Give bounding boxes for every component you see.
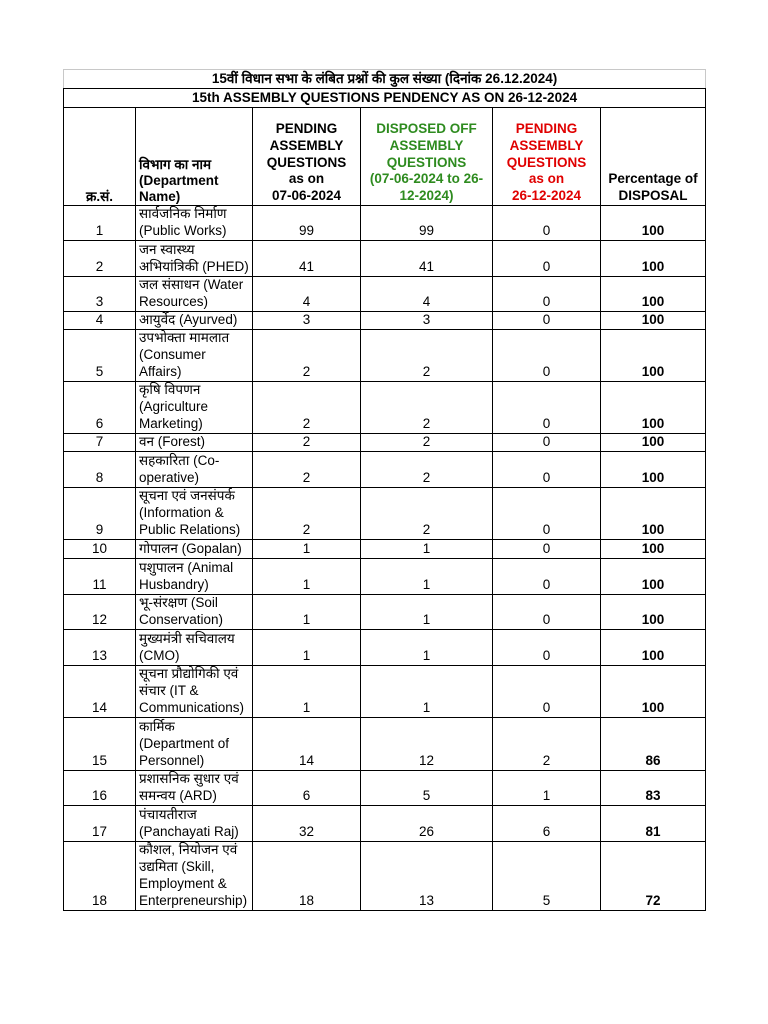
pending-current-cell: 0 — [493, 206, 601, 241]
table-row — [64, 206, 706, 241]
serial-cell: 13 — [64, 629, 136, 665]
header-disposed-period: (07-06-2024 to 26-12-2024) — [369, 171, 484, 204]
disposed-cell: 99 — [361, 206, 493, 241]
department-cell: गोपालन (Gopalan) — [136, 539, 253, 558]
disposed-cell: 2 — [361, 451, 493, 487]
header-pending-initial — [253, 108, 361, 206]
title-english: 15th ASSEMBLY QUESTIONS PENDENCY AS ON 26-12-2024 — [64, 89, 706, 108]
serial-cell: 3 — [64, 276, 136, 311]
header-pending-initial-label: PENDING ASSEMBLY QUESTIONS — [266, 121, 347, 170]
header-pending-current-label: PENDING ASSEMBLY QUESTIONS — [506, 121, 587, 170]
percentage-cell: 100 — [601, 329, 706, 381]
percentage-cell: 100 — [601, 539, 706, 558]
table-row — [64, 770, 706, 805]
header-percentage-disposal: DISPOSAL — [618, 188, 688, 204]
pending-current-cell: 0 — [493, 433, 601, 451]
pending-current-cell: 5 — [493, 841, 601, 910]
pending-initial-cell: 2 — [253, 487, 361, 539]
percentage-cell: 100 — [601, 451, 706, 487]
disposed-cell: 2 — [361, 433, 493, 451]
header-department — [136, 108, 253, 206]
title-hindi: 15वीं विधान सभा के लंबित प्रश्नों की कुल संख्या (दिनांक 26.12.2024) — [64, 70, 706, 89]
pending-initial-cell: 1 — [253, 539, 361, 558]
table-row — [64, 276, 706, 311]
department-cell: कृषि विपणन (Agriculture Marketing) — [136, 381, 253, 433]
pending-current-cell: 6 — [493, 805, 601, 841]
pending-current-cell: 0 — [493, 487, 601, 539]
serial-cell: 18 — [64, 841, 136, 910]
pending-current-cell: 0 — [493, 629, 601, 665]
department-cell: पशुपालन (Animal Husbandry) — [136, 558, 253, 594]
serial-cell: 14 — [64, 665, 136, 717]
pending-initial-cell: 18 — [253, 841, 361, 910]
pending-current-cell: 0 — [493, 539, 601, 558]
table-row — [64, 594, 706, 629]
pending-initial-cell: 3 — [253, 311, 361, 329]
department-cell: उपभोक्ता मामलात (Consumer Affairs) — [136, 329, 253, 381]
serial-cell: 4 — [64, 311, 136, 329]
table-row — [64, 487, 706, 539]
serial-cell: 9 — [64, 487, 136, 539]
pending-current-cell: 0 — [493, 329, 601, 381]
department-cell: वन (Forest) — [136, 433, 253, 451]
header-pending-current-ason: as on — [528, 171, 565, 187]
department-cell: कार्मिक (Department of Personnel) — [136, 717, 253, 770]
header-disposed — [361, 108, 493, 206]
percentage-cell: 100 — [601, 381, 706, 433]
pending-current-cell: 0 — [493, 665, 601, 717]
header-department-hindi: विभाग का नाम — [139, 157, 212, 172]
percentage-cell: 86 — [601, 717, 706, 770]
pending-current-cell: 0 — [493, 451, 601, 487]
pending-current-cell: 0 — [493, 311, 601, 329]
pending-current-cell: 0 — [493, 276, 601, 311]
department-cell: कौशल, नियोजन एवं उद्यमिता (Skill, Employment & Enterpreneurship) — [136, 841, 253, 910]
pending-current-cell: 0 — [493, 594, 601, 629]
header-pending-current — [493, 108, 601, 206]
department-cell: सूचना प्रौद्योगिकी एवं संचार (IT & Communications) — [136, 665, 253, 717]
pendency-table — [63, 69, 706, 911]
serial-cell: 12 — [64, 594, 136, 629]
disposed-cell: 2 — [361, 487, 493, 539]
disposed-cell: 1 — [361, 594, 493, 629]
serial-cell: 8 — [64, 451, 136, 487]
percentage-cell: 100 — [601, 487, 706, 539]
table-row — [64, 240, 706, 276]
header-pending-current-date: 26-12-2024 — [511, 188, 582, 204]
pending-initial-cell: 1 — [253, 629, 361, 665]
department-cell: प्रशासनिक सुधार एवं समन्वय (ARD) — [136, 770, 253, 805]
header-pending-initial-ason: as on — [288, 171, 325, 187]
percentage-cell: 100 — [601, 629, 706, 665]
department-cell: सहकारिता (Co-operative) — [136, 451, 253, 487]
percentage-cell: 100 — [601, 311, 706, 329]
pending-initial-cell: 14 — [253, 717, 361, 770]
pending-initial-cell: 41 — [253, 240, 361, 276]
header-percentage — [601, 108, 706, 206]
department-cell: आयुर्वेद (Ayurved) — [136, 311, 253, 329]
department-cell: जल संसाधन (Water Resources) — [136, 276, 253, 311]
table-row — [64, 629, 706, 665]
percentage-cell: 81 — [601, 805, 706, 841]
table-row — [64, 717, 706, 770]
serial-cell: 17 — [64, 805, 136, 841]
percentage-cell: 100 — [601, 240, 706, 276]
department-cell: सार्वजनिक निर्माण (Public Works) — [136, 206, 253, 241]
percentage-cell: 100 — [601, 206, 706, 241]
department-cell: भू-संरक्षण (Soil Conservation) — [136, 594, 253, 629]
table-row — [64, 433, 706, 451]
percentage-cell: 100 — [601, 665, 706, 717]
pending-initial-cell: 1 — [253, 665, 361, 717]
disposed-cell: 1 — [361, 539, 493, 558]
disposed-cell: 12 — [361, 717, 493, 770]
header-serial: क्र.सं. — [64, 108, 136, 206]
pending-initial-cell: 1 — [253, 594, 361, 629]
table-row — [64, 805, 706, 841]
disposed-cell: 1 — [361, 558, 493, 594]
percentage-cell: 100 — [601, 276, 706, 311]
pending-current-cell: 0 — [493, 381, 601, 433]
disposed-cell: 3 — [361, 311, 493, 329]
header-pending-initial-date: 07-06-2024 — [271, 188, 342, 204]
table-row — [64, 558, 706, 594]
percentage-cell: 100 — [601, 594, 706, 629]
department-cell: पंचायतीराज (Panchayati Raj) — [136, 805, 253, 841]
pending-current-cell: 2 — [493, 717, 601, 770]
disposed-cell: 2 — [361, 381, 493, 433]
percentage-cell: 100 — [601, 558, 706, 594]
header-disposed-label: DISPOSED OFF ASSEMBLY QUESTIONS — [376, 121, 477, 170]
department-cell: जन स्वास्थ्य अभियांत्रिकी (PHED) — [136, 240, 253, 276]
serial-cell: 1 — [64, 206, 136, 241]
disposed-cell: 13 — [361, 841, 493, 910]
disposed-cell: 5 — [361, 770, 493, 805]
header-percentage-label: Percentage of — [608, 171, 698, 187]
serial-cell: 7 — [64, 433, 136, 451]
pending-initial-cell: 2 — [253, 329, 361, 381]
disposed-cell: 26 — [361, 805, 493, 841]
disposed-cell: 41 — [361, 240, 493, 276]
table-row — [64, 539, 706, 558]
table-row — [64, 329, 706, 381]
pending-current-cell: 0 — [493, 558, 601, 594]
percentage-cell: 100 — [601, 433, 706, 451]
serial-cell: 11 — [64, 558, 136, 594]
serial-cell: 5 — [64, 329, 136, 381]
table-row — [64, 311, 706, 329]
serial-cell: 6 — [64, 381, 136, 433]
table-row — [64, 665, 706, 717]
department-cell: मुख्यमंत्री सचिवालय (CMO) — [136, 629, 253, 665]
table-row — [64, 381, 706, 433]
serial-cell: 2 — [64, 240, 136, 276]
pending-initial-cell: 2 — [253, 433, 361, 451]
disposed-cell: 1 — [361, 665, 493, 717]
percentage-cell: 83 — [601, 770, 706, 805]
pending-initial-cell: 32 — [253, 805, 361, 841]
pending-initial-cell: 4 — [253, 276, 361, 311]
pending-initial-cell: 2 — [253, 381, 361, 433]
pending-initial-cell: 6 — [253, 770, 361, 805]
pending-current-cell: 0 — [493, 240, 601, 276]
disposed-cell: 4 — [361, 276, 493, 311]
pending-current-cell: 1 — [493, 770, 601, 805]
disposed-cell: 2 — [361, 329, 493, 381]
pending-initial-cell: 1 — [253, 558, 361, 594]
table-row — [64, 841, 706, 910]
serial-cell: 16 — [64, 770, 136, 805]
serial-cell: 15 — [64, 717, 136, 770]
pending-initial-cell: 2 — [253, 451, 361, 487]
disposed-cell: 1 — [361, 629, 493, 665]
table-row — [64, 451, 706, 487]
pending-initial-cell: 99 — [253, 206, 361, 241]
department-cell: सूचना एवं जनसंपर्क (Information & Public Relations) — [136, 487, 253, 539]
percentage-cell: 72 — [601, 841, 706, 910]
serial-cell: 10 — [64, 539, 136, 558]
header-department-english: (Department Name) — [139, 173, 219, 204]
